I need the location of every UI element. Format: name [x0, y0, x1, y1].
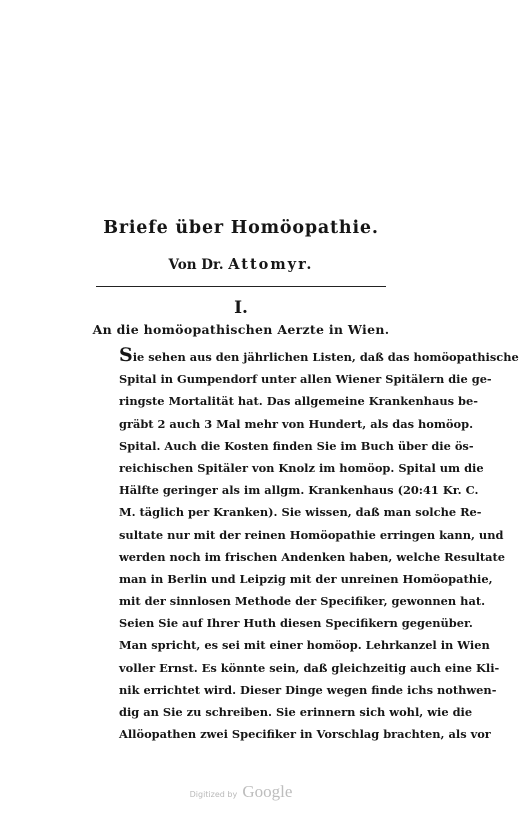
text-line: werden noch im frischen Andenken haben, welche Resultate [119, 549, 506, 564]
text-line: gräbt 2 auch 3 Mal mehr von Hundert, als das homöop. [119, 416, 474, 431]
text-line: Man spricht, es sei mit einer homöop. Lehrkanzel in Wien [119, 638, 490, 653]
text-line: Spital in Gumpendorf unter allen Wiener Spitälern die ge- [119, 372, 492, 387]
text-line: Hälfte geringer als im allgm. Krankenhaus (20:41 Kr. C. [119, 483, 479, 498]
text-line: Sie sehen aus den jährlichen Listen, daß das homöopathische [119, 344, 519, 366]
text-line: voller Ernst. Es könnte sein, daß gleichzeitig auch eine Kli- [119, 660, 500, 675]
text-line: sultate nur mit der reinen Homöopathie erringen kann, und [119, 527, 504, 542]
section-divider [96, 286, 386, 287]
digitized-label: Digitized by [189, 790, 238, 799]
text-line: Allöopathen zwei Specifiker in Vorschlag brachten, als vor [119, 727, 491, 742]
text-line: reichischen Spitäler von Knolz im homöop. Spital um die [119, 460, 484, 475]
text-line: M. täglich per Kranken). Sie wissen, daß man solche Re- [119, 505, 482, 520]
section-numeral: I. [234, 298, 248, 318]
page-title: Briefe über Homöopathie. [103, 218, 379, 238]
author-line [0, 256, 482, 273]
body-text [119, 344, 519, 745]
drop-cap: S [119, 344, 133, 366]
text-line: man in Berlin und Leipzig mit der unreinen Homöopathie, [119, 571, 493, 586]
digitization-watermark [0, 782, 482, 802]
text-line: ringste Mortalität hat. Das allgemeine Krankenhaus be- [119, 394, 478, 409]
author-name: Attomyr. [228, 256, 314, 273]
section-heading: An die homöopathischen Aerzte in Wien. [92, 322, 390, 337]
text-line: dig an Sie zu schreiben. Sie erinnern sich wohl, wie die [119, 705, 473, 719]
text-line: mit der sinnlosen Methode der Specifiker, gewonnen hat. [119, 594, 486, 609]
author-prefix: Von Dr. [168, 257, 224, 273]
text-line: Seien Sie auf Ihrer Huth diesen Specifikern gegenüber. [119, 616, 473, 631]
text-line: nik errichtet wird. Dieser Dinge wegen finde ichs nothwen- [119, 682, 497, 697]
text-line: Spital. Auch die Kosten finden Sie im Buch über die ös- [119, 438, 474, 453]
google-logo: Google [242, 782, 293, 801]
